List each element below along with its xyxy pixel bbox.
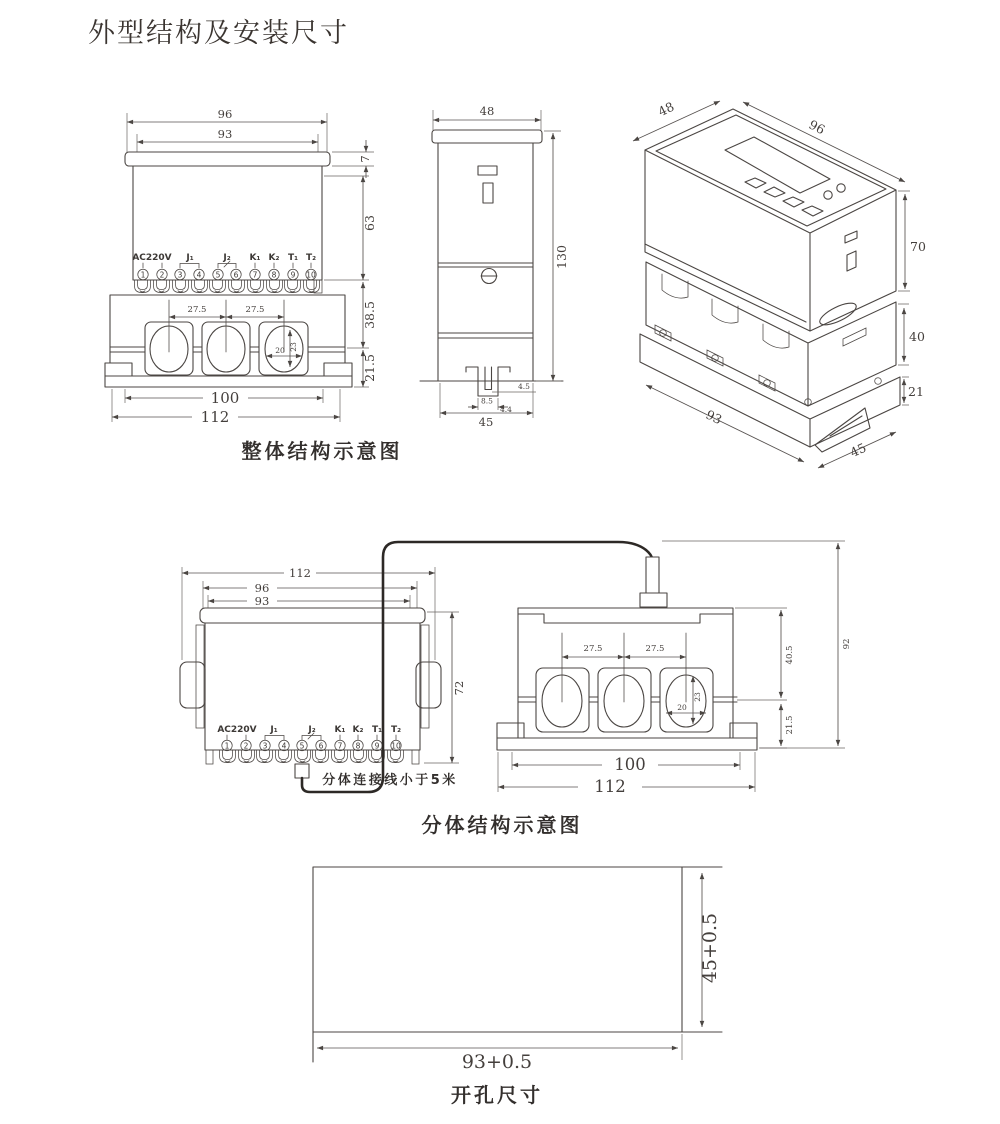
side-view [420,104,569,429]
dim-iso-width: 96 [806,116,828,138]
dim-display-bezel: 96 [254,581,270,595]
strip-end-block [412,750,419,764]
front-base-plate [105,376,352,387]
terminal-label-t1: T₁ [371,725,383,735]
dim-iso-depth-b: 45 [847,439,869,461]
terminal-numbers [222,740,401,750]
dim-ct-hole-w: 20 [677,703,687,712]
terminal-label-t1: T₁ [287,253,299,263]
dim-cutout-width: 93+0.5 [461,1051,533,1073]
front-terminals [132,253,322,293]
display-bezel [200,608,425,623]
split-structure-diagram [180,541,852,837]
terminal-number: 4 [281,741,287,751]
page-title: 外型结构及安装尺寸 [88,18,349,49]
iso-base-plate [640,334,900,452]
strip-end-block [206,750,213,764]
front-view [105,107,377,426]
display-cable-connector [295,764,309,778]
dim-ct-base-inner: 100 [614,755,646,774]
split-terminals [206,725,419,764]
dim-side-clip-a: 4.5 [518,382,530,391]
terminal-number: 6 [318,741,324,751]
terminal-label-j1: J₁ [270,725,278,735]
iso-tab [707,350,723,366]
dim-iso-upper-h: 70 [910,239,926,254]
ct-connector-base [640,593,667,607]
display-rail-left [196,625,204,728]
dim-front-hole-h: 23 [289,342,298,352]
terminal-number: 1 [140,270,146,280]
iso-lower-box [646,262,896,406]
front-bezel [125,152,330,166]
dim-iso-base-h: 21 [908,384,924,399]
iso-side-mark [847,251,856,271]
iso-view [633,99,926,468]
dim-iso-width-b: 93 [703,406,725,428]
terminal-strip [135,280,322,293]
terminal-label-k2: K₂ [352,725,364,735]
dim-display-height: 72 [452,680,466,696]
terminal-number: 2 [243,741,249,751]
front-ct-housing [105,295,352,426]
side-window [478,166,497,175]
cutout-diagram [313,867,722,1107]
ct-connector-stem [646,557,659,593]
terminal-label-j2: J₂ [223,253,231,263]
dim-front-base-inner: 100 [210,389,240,407]
side-button [483,183,493,203]
terminal-strip [206,750,419,764]
terminal-label-j1: J₁ [186,253,194,263]
terminal-number: 1 [224,741,230,751]
dim-side-depth: 48 [479,104,495,118]
terminal-number: 2 [159,270,165,280]
split-ct-unit [497,541,852,796]
terminal-numbers [138,269,316,279]
dim-ct-pitch-b: 27.5 [645,644,665,654]
dim-front-hole-w: 20 [275,346,285,355]
terminal-label-ac220v: AC220V [217,725,257,735]
cutout-rectangle [313,867,722,1062]
dim-front-pitch-a: 27.5 [187,305,207,315]
terminal-label-j2: J₂ [308,725,316,735]
terminal-number: 7 [252,270,258,280]
terminal-number: 6 [233,270,239,280]
split-display-unit [180,566,466,778]
terminal-number: 10 [391,741,401,751]
terminal-label-k1: K₁ [334,725,346,735]
dim-front-width-outer: 96 [217,107,233,121]
terminal-number: 9 [290,270,296,280]
iso-top-oval [817,299,859,329]
terminal-number: 8 [271,270,277,280]
dim-display-outer: 112 [289,566,311,580]
side-dividers [438,263,533,338]
terminal-label-k1: K₁ [249,253,261,263]
terminal-number: 4 [196,270,202,280]
terminal-label-t2: T₂ [305,253,317,263]
dim-display-body: 93 [254,594,270,608]
dim-front-lower-h: 21.5 [362,354,377,382]
dim-side-clip-b: 8.5 [481,396,493,406]
side-bezel [432,130,542,143]
terminal-number: 3 [177,270,183,280]
terminal-number: 9 [374,741,380,751]
dim-front-upper-h: 63 [362,215,377,231]
dim-iso-mid-h: 40 [909,329,925,344]
dim-side-clip-c: 4.4 [500,405,512,414]
dim-ct-upper-h: 40.5 [785,645,795,665]
dim-front-base-outer: 112 [200,408,230,426]
overall-caption: 整体结构示意图 [241,439,403,463]
dim-ct-hole-h: 23 [693,692,702,702]
terminal-number: 10 [306,270,316,280]
terminal-number: 7 [337,741,343,751]
terminal-number: 3 [262,741,268,751]
dim-ct-base-outer: 112 [594,777,626,796]
terminal-number: 5 [299,741,305,751]
side-body [438,143,533,381]
terminal-label-k2: K₂ [268,253,280,263]
dim-ct-lower-h: 21.5 [785,715,795,735]
dim-iso-depth: 48 [655,98,677,120]
display-handle-left [180,662,205,708]
terminal-label-ac220v: AC220V [132,253,172,263]
dim-side-base-depth: 45 [478,415,494,429]
dim-front-bezel-h: 7 [358,155,372,163]
display-rail-right [421,625,429,728]
dim-cutout-height: 45+0.5 [699,912,721,984]
cutout-caption: 开孔尺寸 [451,1083,543,1107]
overall-structure-diagram [105,99,926,468]
dim-front-width-inner: 93 [217,127,233,141]
split-caption: 分体结构示意图 [421,813,583,837]
iso-saddles [662,274,789,348]
ct-base-plate [497,738,757,750]
dim-side-height: 130 [554,245,569,269]
ct-ext-right [735,608,787,748]
iso-side-mark [845,231,857,243]
terminal-label-t2: T₂ [390,725,402,735]
dim-front-pitch-b: 27.5 [245,305,265,315]
iso-ext-right [898,191,910,405]
dim-front-mid-h: 38.5 [362,301,377,329]
dim-ct-pitch-a: 27.5 [583,644,603,654]
terminal-number: 8 [355,741,361,751]
iso-slot [843,328,866,346]
cable-note: 分体连接线小于5米 [322,773,458,788]
terminal-number: 5 [215,270,221,280]
iso-top-face [645,109,896,233]
dim-ct-total-h: 92 [842,638,852,650]
